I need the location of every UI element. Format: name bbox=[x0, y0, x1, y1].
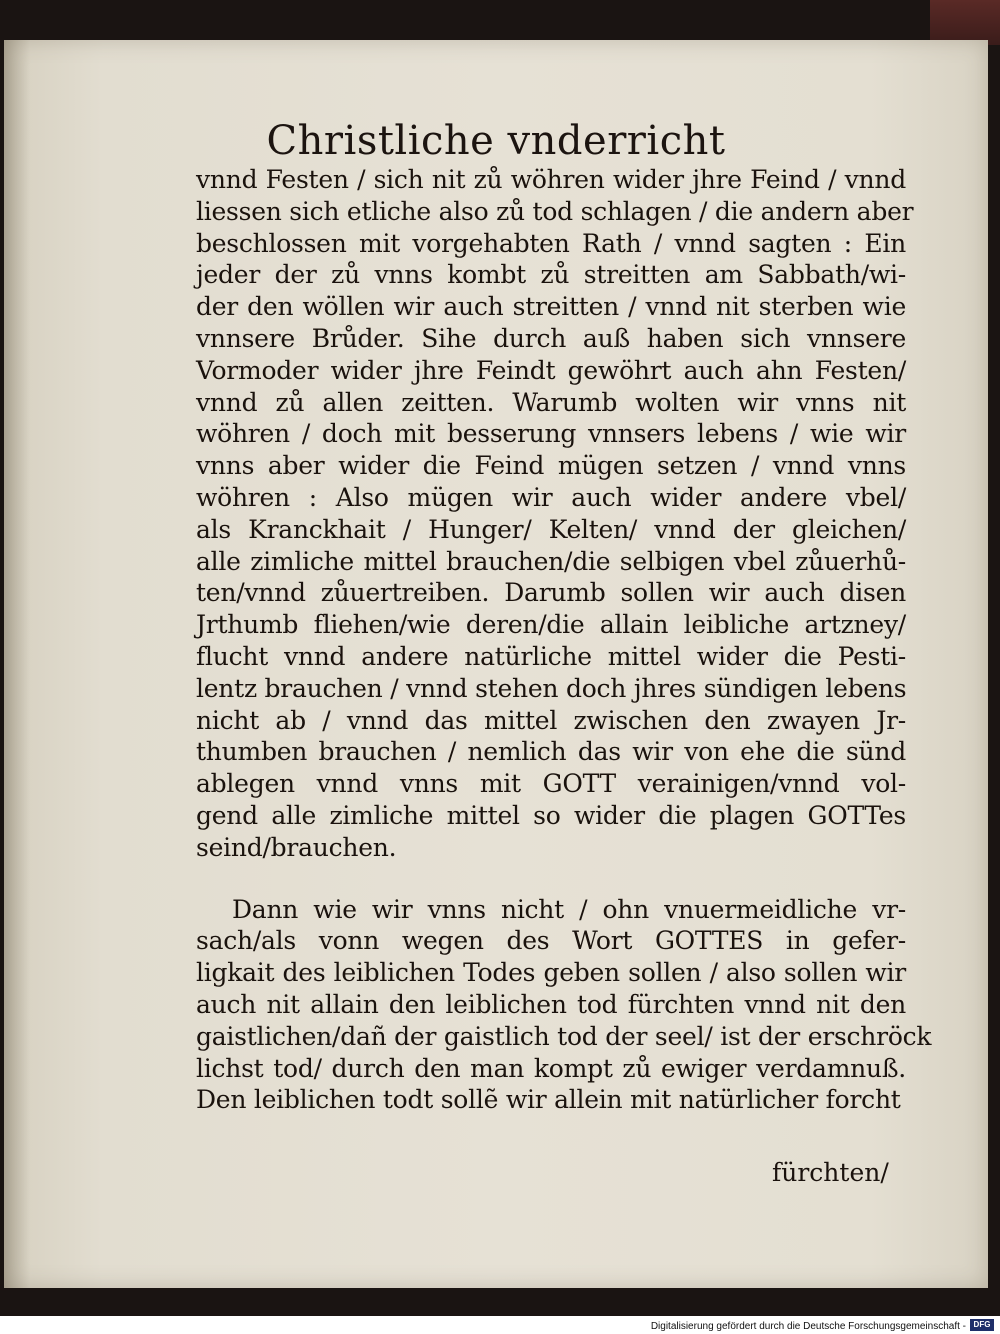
text-line: wöhren : Also mügen wir auch wider andere vbel/ bbox=[196, 482, 906, 512]
text-line: ablegen vnnd vnns mit GOTT verainigen/vnnd vol- bbox=[196, 769, 906, 799]
text-line: jeder der zů vnns kombt zů streitten am Sabbath/wi- bbox=[196, 260, 906, 290]
text-line: vnnd zů allen zeitten. Warumb wolten wir vnns nit bbox=[196, 387, 906, 417]
gutter-shadow bbox=[4, 40, 30, 1288]
text-line: auch nit allain den leiblichen tod fürchten vnnd nit den bbox=[196, 989, 906, 1019]
text-line: der den wöllen wir auch streitten / vnnd nit sterben wie bbox=[196, 292, 906, 322]
footer-credit: Digitalisierung gefördert durch die Deutsche Forschungsgemeinschaft - bbox=[650, 1321, 966, 1332]
text-line: sach/als vonn wegen des Wort GOTTES in gefer- bbox=[196, 926, 906, 956]
text-line: gaistlichen/dañ der gaistlich tod der seel/ ist der erschröck bbox=[196, 1021, 932, 1051]
paragraph-gap bbox=[196, 864, 906, 894]
text-line: beschlossen mit vorgehabten Rath / vnnd sagten : Ein bbox=[196, 228, 906, 258]
paragraph-2 bbox=[196, 894, 932, 1117]
text-line: lichst tod/ durch den man kompt zů ewiger verdamnuß. bbox=[196, 1053, 906, 1083]
catchword: fürchten/ bbox=[772, 1158, 889, 1187]
text-line: ligkait des leiblichen Todes geben sollen / also sollen wir bbox=[196, 958, 906, 988]
text-line: Vormoder wider jhre Feindt gewöhrt auch ahn Festen/ bbox=[196, 355, 906, 385]
text-line: thumben brauchen / nemlich das wir von ehe die sünd bbox=[196, 737, 906, 767]
text-line: vnnsere Brůder. Sihe durch auß haben sich vnnsere bbox=[196, 323, 906, 353]
text-line: liessen sich etliche also zů tod schlagen / die andern aber bbox=[196, 196, 914, 226]
text-line: Jrthumb fliehen/wie deren/die allain leibliche artzney/ bbox=[196, 610, 906, 640]
text-line: flucht vnnd andere natürliche mittel wider die Pesti- bbox=[196, 641, 906, 671]
text-line: seind/brauchen. bbox=[196, 832, 397, 862]
text-line: als Kranckhait / Hunger/ Kelten/ vnnd der gleichen/ bbox=[196, 514, 906, 544]
dfg-logo: DFG bbox=[970, 1319, 994, 1331]
book-edge bbox=[930, 0, 1000, 45]
text-line: Den leiblichen todt sollẽ wir allein mit natürlicher forcht bbox=[196, 1085, 901, 1115]
text-line: alle zimliche mittel brauchen/die selbigen vbel zůuerhů- bbox=[196, 546, 906, 576]
text-block bbox=[196, 164, 932, 1116]
text-line: gend alle zimliche mittel so wider die plagen GOTTes bbox=[196, 800, 906, 830]
paragraph-1 bbox=[196, 164, 914, 864]
text-line: Dann wie wir vnns nicht / ohn vnuermeidliche vr- bbox=[232, 894, 906, 924]
text-line: vnnd Festen / sich nit zů wöhren wider jhre Feind / vnnd bbox=[196, 165, 906, 194]
text-line: wöhren / doch mit besserung vnnsers lebens / wie wir bbox=[196, 419, 906, 449]
text-line: lentz brauchen / vnnd stehen doch jhres sündigen lebens bbox=[196, 673, 907, 703]
footer-bar bbox=[0, 1316, 1000, 1334]
running-head: Christliche vnderricht bbox=[266, 118, 726, 164]
book-page bbox=[4, 40, 988, 1288]
text-line: nicht ab / vnnd das mittel zwischen den zwayen Jr- bbox=[196, 705, 906, 735]
text-line: vnns aber wider die Feind mügen setzen / vnnd vnns bbox=[196, 451, 906, 481]
text-line: ten/vnnd zůuertreiben. Darumb sollen wir auch disen bbox=[196, 578, 906, 608]
